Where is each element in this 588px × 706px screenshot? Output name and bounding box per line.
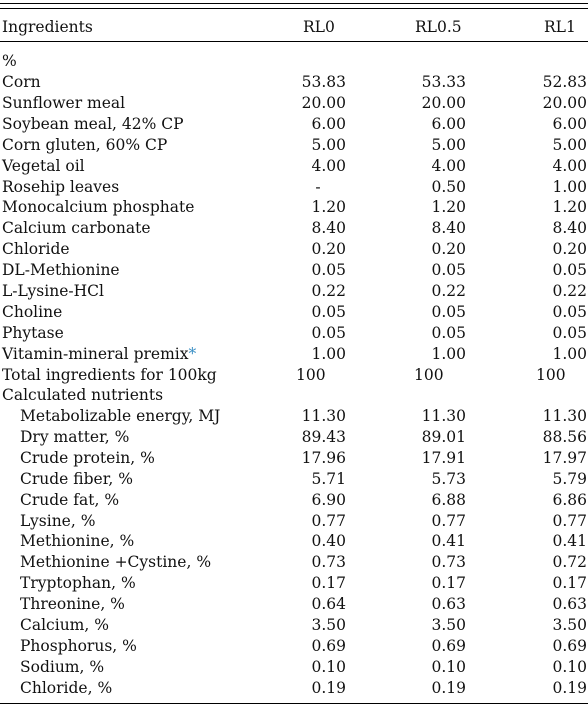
row-label-text: Monocalcium phosphate: [2, 198, 195, 217]
cell-rl1: 3.50: [552, 616, 587, 634]
table-row: [0, 427, 588, 448]
row-label-text: L-Lysine-HCl: [2, 282, 104, 300]
row-label: [2, 156, 85, 177]
table-row: [0, 93, 588, 114]
cell-rl1: 88.56: [542, 427, 587, 446]
row-label: [2, 218, 151, 239]
header-rl05: RL0.5: [415, 18, 462, 36]
cell-rl0: 4.00: [311, 156, 346, 175]
row-label-text: Crude protein, %: [20, 448, 155, 467]
cell-rl05: 0.20: [431, 240, 466, 259]
cell-rl0: 6.00: [311, 114, 346, 133]
cell-rl0: 53.83: [301, 73, 346, 91]
cell-rl0: 11.30: [301, 407, 346, 425]
row-label: [2, 302, 62, 323]
row-label: [2, 323, 64, 344]
row-label-text: Calcium carbonate: [2, 219, 151, 238]
row-label-text: Sunflower meal: [2, 93, 126, 112]
row-label: [20, 552, 211, 573]
row-label-text: Chloride: [2, 240, 70, 259]
top-rule-1: [0, 3, 588, 4]
total-rl1: 100: [536, 366, 566, 384]
cell-rl1: 1.20: [552, 198, 587, 217]
cell-rl1: 0.41: [552, 532, 587, 551]
cell-rl0: 0.69: [311, 636, 346, 655]
cell-rl1: 0.19: [552, 678, 587, 697]
cell-rl0: 0.73: [311, 553, 346, 572]
row-label-text: Tryptophan, %: [20, 574, 136, 593]
cell-rl05: 17.91: [421, 448, 466, 467]
row-label-text: DL-Methionine: [2, 261, 120, 280]
row-label-text: Calcium, %: [20, 616, 109, 634]
cell-rl0: 20.00: [301, 93, 346, 112]
row-label: [2, 260, 120, 281]
row-label-text: Corn gluten, 60% CP: [2, 135, 168, 154]
cell-rl05: 0.69: [431, 636, 466, 655]
cell-rl1: 11.30: [542, 407, 587, 425]
row-label: [20, 427, 129, 448]
table-header-row: [0, 17, 588, 38]
row-label: [20, 615, 109, 636]
table-row: [0, 531, 588, 552]
row-label-text: Phosphorus, %: [20, 636, 137, 655]
table-row: [0, 135, 588, 156]
row-label: [20, 511, 95, 532]
cell-rl1: 5.79: [552, 469, 587, 488]
row-label-text: Methionine, %: [20, 532, 135, 551]
cell-rl0: 3.50: [311, 616, 346, 634]
row-label: [20, 657, 104, 678]
cell-rl0: 0.64: [311, 595, 346, 614]
table-row: [0, 197, 588, 218]
header-rl1: RL1: [544, 18, 576, 36]
row-label-text: Vitamin-mineral premix: [2, 344, 189, 363]
table-row: [0, 490, 588, 511]
table-row: [0, 114, 588, 135]
row-label: [2, 344, 196, 365]
table-row: [0, 573, 588, 594]
cell-rl1: 17.97: [542, 448, 587, 467]
cell-rl0: 1.20: [311, 198, 346, 217]
cell-rl1: 5.00: [552, 135, 587, 154]
table-row: [0, 177, 588, 198]
footnote-marker[interactable]: *: [188, 344, 197, 363]
row-label-text: Vegetal oil: [2, 156, 85, 175]
row-label-text: Crude fiber, %: [20, 469, 133, 488]
table-row: [0, 511, 588, 532]
cell-rl0: 5.00: [311, 135, 346, 154]
row-label: [2, 239, 70, 260]
cell-rl05: 11.30: [421, 407, 466, 425]
row-label: [2, 93, 125, 114]
cell-rl0: 89.43: [301, 427, 346, 446]
table-row: [0, 552, 588, 573]
cell-rl1: 0.20: [552, 240, 587, 259]
row-label: [20, 531, 134, 552]
unit-label: %: [2, 52, 17, 70]
cell-rl1: 0.05: [552, 261, 587, 280]
row-label: [20, 594, 125, 615]
cell-rl1: 0.05: [552, 323, 587, 342]
row-label: [20, 448, 155, 469]
cell-rl05: 8.40: [431, 219, 466, 238]
table-row: [0, 406, 588, 427]
total-rl05: 100: [414, 366, 444, 384]
bottom-rule: [0, 703, 588, 704]
cell-rl0: -: [315, 177, 321, 196]
cell-rl1: 1.00: [552, 344, 587, 363]
cell-rl0: 1.00: [311, 344, 346, 363]
cell-rl05: 0.05: [431, 302, 466, 321]
row-label-text: Lysine, %: [20, 511, 96, 530]
cell-rl05: 89.01: [421, 427, 466, 446]
table-row: [0, 239, 588, 260]
cell-rl05: 53.33: [421, 73, 466, 91]
table-row: [0, 323, 588, 344]
cell-rl1: 52.83: [542, 73, 587, 91]
cell-rl05: 5.73: [431, 469, 466, 488]
total-rl0: 100: [296, 366, 326, 384]
table-row: [0, 156, 588, 177]
cell-rl05: 6.00: [431, 114, 466, 133]
header-rule: [0, 41, 588, 42]
table-row: [0, 678, 588, 699]
row-label-text: Metabolizable energy, MJ: [20, 407, 221, 425]
cell-rl1: 0.72: [552, 553, 587, 572]
cell-rl0: 0.17: [311, 574, 346, 593]
cell-rl05: 3.50: [431, 616, 466, 634]
top-rule-2: [0, 8, 588, 9]
table-row: [0, 218, 588, 239]
table-row: [0, 281, 588, 302]
cell-rl1: 4.00: [552, 156, 587, 175]
cell-rl0: 0.77: [311, 511, 346, 530]
cell-rl05: 1.00: [431, 344, 466, 363]
row-label-text: Chloride, %: [20, 678, 113, 697]
cell-rl0: 0.19: [311, 678, 346, 697]
row-label-text: Choline: [2, 302, 63, 321]
total-label: Total ingredients for 100kg: [2, 366, 217, 384]
cell-rl05: 0.17: [431, 574, 466, 593]
table-row: [0, 594, 588, 615]
cell-rl05: 0.05: [431, 261, 466, 280]
cell-rl0: 0.05: [311, 302, 346, 321]
row-label: [2, 114, 184, 135]
table-row: [0, 657, 588, 678]
cell-rl0: 0.40: [311, 532, 346, 551]
table-row: [0, 302, 588, 323]
row-label: [20, 469, 133, 490]
table-row: [0, 260, 588, 281]
header-rl0: RL0: [303, 18, 335, 36]
row-label-text: Methionine +Cystine, %: [20, 553, 212, 572]
row-label: [2, 135, 167, 156]
row-label-text: Threonine, %: [20, 595, 125, 614]
cell-rl05: 0.10: [431, 657, 466, 676]
cell-rl05: 6.88: [431, 490, 466, 509]
row-label: [20, 490, 119, 511]
cell-rl05: 1.20: [431, 198, 466, 217]
row-label-text: Corn: [2, 73, 41, 91]
header-ingredients: Ingredients: [2, 18, 93, 36]
cell-rl1: 20.00: [542, 93, 587, 112]
cell-rl05: 0.50: [431, 177, 466, 196]
cell-rl1: 8.40: [552, 219, 587, 238]
cell-rl1: 0.63: [552, 595, 587, 614]
cell-rl0: 0.10: [311, 657, 346, 676]
row-label: [20, 678, 112, 699]
cell-rl05: 4.00: [431, 156, 466, 175]
cell-rl1: 1.00: [552, 177, 587, 196]
cell-rl0: 17.96: [301, 448, 346, 467]
table-row: [0, 469, 588, 490]
cell-rl05: 0.22: [431, 282, 466, 300]
row-label-text: Sodium, %: [20, 657, 105, 676]
cell-rl05: 0.73: [431, 553, 466, 572]
unit-row: [0, 51, 588, 72]
cell-rl05: 0.05: [431, 323, 466, 342]
cell-rl1: 6.86: [552, 490, 587, 509]
cell-rl05: 0.41: [431, 532, 466, 551]
cell-rl0: 6.90: [311, 490, 346, 509]
cell-rl1: 0.69: [552, 636, 587, 655]
row-label-text: Dry matter, %: [20, 427, 130, 446]
table-row: [0, 636, 588, 657]
cell-rl0: 8.40: [311, 219, 346, 238]
cell-rl05: 0.63: [431, 595, 466, 614]
cell-rl0: 0.05: [311, 261, 346, 280]
table-row: [0, 615, 588, 636]
row-label: [2, 72, 41, 93]
cell-rl0: 0.22: [311, 282, 346, 300]
cell-rl1: 0.17: [552, 574, 587, 593]
cell-rl05: 0.77: [431, 511, 466, 530]
cell-rl0: 5.71: [311, 469, 346, 488]
cell-rl1: 0.05: [552, 302, 587, 321]
row-label: [20, 406, 220, 427]
row-label-text: Rosehip leaves: [2, 177, 120, 196]
row-label: [2, 197, 194, 218]
calculated-heading-row: [0, 385, 588, 406]
calculated-heading: Calculated nutrients: [2, 386, 164, 404]
table-row: [0, 72, 588, 93]
row-label: [20, 636, 137, 657]
row-label-text: Crude fat, %: [20, 490, 120, 509]
row-label-text: Soybean meal, 42% CP: [2, 114, 184, 133]
row-label: [20, 573, 136, 594]
row-label: [2, 281, 104, 302]
table-row: [0, 448, 588, 469]
cell-rl0: 0.20: [311, 240, 346, 259]
cell-rl05: 0.19: [431, 678, 466, 697]
cell-rl1: 0.22: [552, 282, 587, 300]
table-row: [0, 344, 588, 365]
row-label-text: Phytase: [2, 323, 64, 342]
cell-rl1: 0.10: [552, 657, 587, 676]
cell-rl05: 5.00: [431, 135, 466, 154]
cell-rl0: 0.05: [311, 323, 346, 342]
row-label: [2, 177, 119, 198]
total-row: [0, 365, 588, 386]
cell-rl05: 20.00: [421, 93, 466, 112]
cell-rl1: 6.00: [552, 114, 587, 133]
cell-rl1: 0.77: [552, 511, 587, 530]
